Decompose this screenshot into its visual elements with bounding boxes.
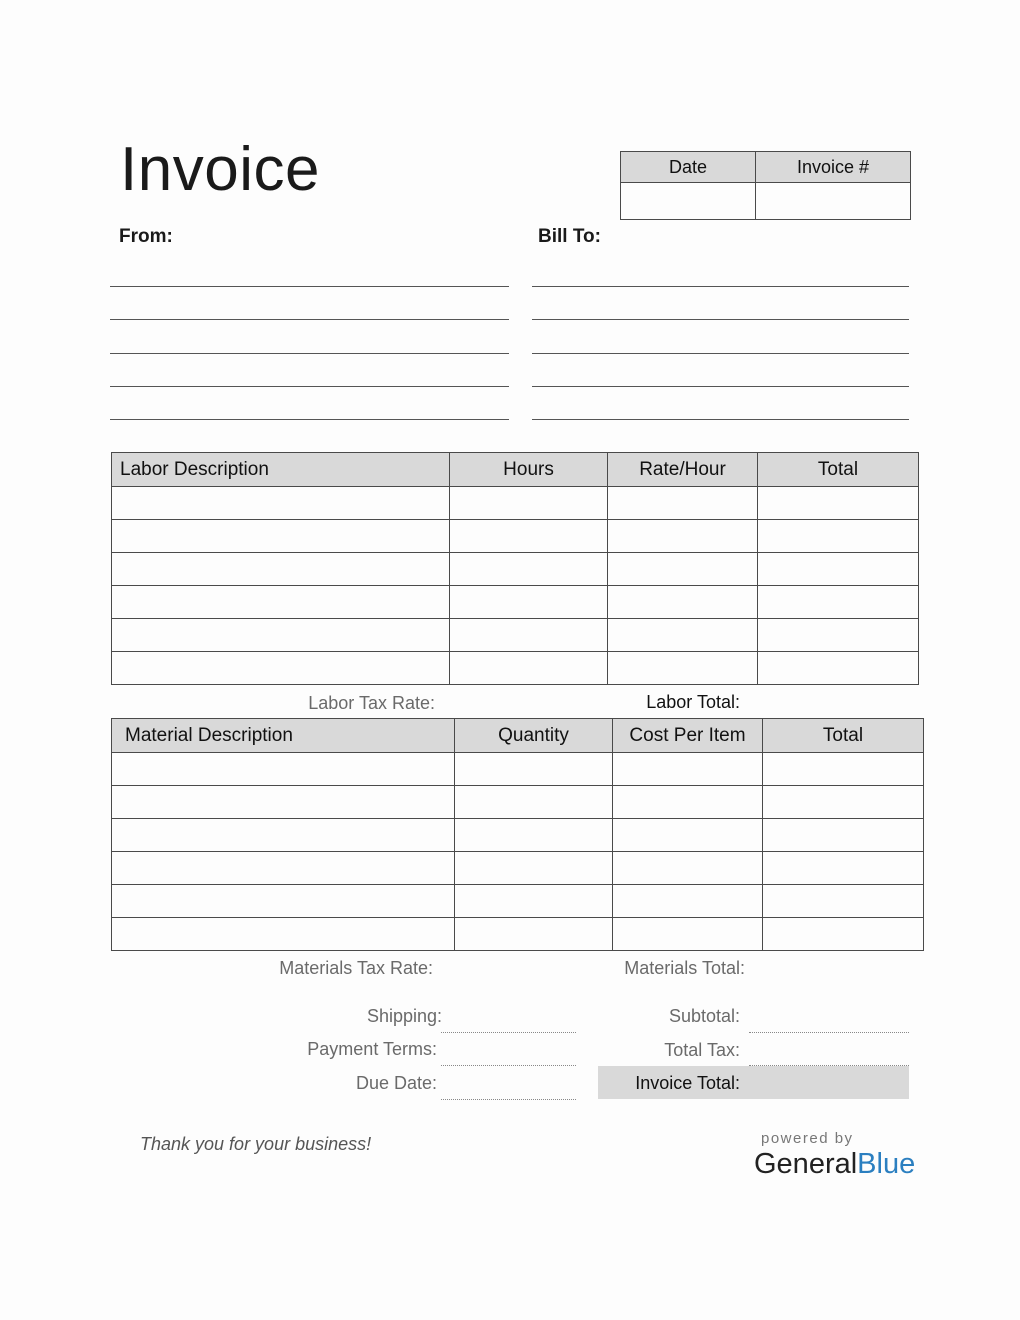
date-field[interactable] xyxy=(621,183,756,220)
due-date-label: Due Date: xyxy=(355,1073,437,1093)
invoice-title: Invoice xyxy=(120,135,320,204)
materials-tax-rate-label: Materials Tax Rate: xyxy=(279,958,433,978)
subtotal-label: Subtotal: xyxy=(668,1006,740,1026)
bill-to-line[interactable] xyxy=(532,286,909,287)
from-line[interactable] xyxy=(110,419,509,420)
labor-table-cell[interactable] xyxy=(112,619,450,652)
labor-table-cell[interactable] xyxy=(608,619,758,652)
material-description-header: Material Description xyxy=(112,719,455,753)
due-date-field[interactable] xyxy=(441,1099,576,1100)
brand-general: General xyxy=(754,1148,858,1180)
invoice-number-field[interactable] xyxy=(756,183,911,220)
material-table-cell[interactable] xyxy=(763,819,924,852)
labor-table-cell[interactable] xyxy=(608,652,758,685)
labor-table-cell[interactable] xyxy=(112,652,450,685)
payment-terms-field[interactable] xyxy=(441,1065,576,1066)
labor-table-row xyxy=(112,487,919,520)
invoice-meta-table xyxy=(620,151,911,220)
material-table-cell[interactable] xyxy=(112,852,455,885)
labor-table-cell[interactable] xyxy=(112,487,450,520)
material-table-row xyxy=(112,918,924,951)
material-table-cell[interactable] xyxy=(763,786,924,819)
material-table-row xyxy=(112,753,924,786)
labor-table-cell[interactable] xyxy=(608,586,758,619)
from-line[interactable] xyxy=(110,386,509,387)
bill-to-line[interactable] xyxy=(532,419,909,420)
invoice-number-header: Invoice # xyxy=(756,152,911,183)
material-table-cell[interactable] xyxy=(763,852,924,885)
powered-by-text: powered by xyxy=(761,1130,854,1147)
from-line[interactable] xyxy=(110,353,509,354)
bill-to-line[interactable] xyxy=(532,319,909,320)
invoice-total-label: Invoice Total: xyxy=(635,1073,740,1093)
labor-table-cell[interactable] xyxy=(112,586,450,619)
material-table-cell[interactable] xyxy=(455,918,613,951)
labor-table-cell[interactable] xyxy=(112,553,450,586)
labor-table-row xyxy=(112,619,919,652)
material-total-header: Total xyxy=(763,719,924,753)
labor-table-cell[interactable] xyxy=(758,520,919,553)
labor-table-cell[interactable] xyxy=(450,553,608,586)
materials-total-label: Materials Total: xyxy=(624,958,745,978)
labor-table-cell[interactable] xyxy=(758,487,919,520)
rate-per-hour-header: Rate/Hour xyxy=(608,453,758,487)
material-table-cell[interactable] xyxy=(763,885,924,918)
labor-table-row xyxy=(112,520,919,553)
material-table-cell[interactable] xyxy=(112,885,455,918)
material-table-cell[interactable] xyxy=(455,753,613,786)
labor-table-cell[interactable] xyxy=(758,586,919,619)
date-header: Date xyxy=(621,152,756,183)
labor-table-row xyxy=(112,586,919,619)
bill-to-label: Bill To: xyxy=(538,226,601,247)
labor-description-header: Labor Description xyxy=(112,453,450,487)
material-table-cell[interactable] xyxy=(613,753,763,786)
labor-table-cell[interactable] xyxy=(450,652,608,685)
brand-blue: Blue xyxy=(857,1148,916,1180)
labor-table-cell[interactable] xyxy=(112,520,450,553)
from-line[interactable] xyxy=(110,319,509,320)
material-table-cell[interactable] xyxy=(455,786,613,819)
material-table-cell[interactable] xyxy=(613,885,763,918)
labor-total-label: Labor Total: xyxy=(646,692,740,712)
material-table-cell[interactable] xyxy=(763,753,924,786)
cost-per-item-header: Cost Per Item xyxy=(613,719,763,753)
material-table-cell[interactable] xyxy=(613,819,763,852)
bill-to-line[interactable] xyxy=(532,353,909,354)
labor-tax-rate-label: Labor Tax Rate: xyxy=(308,693,435,713)
labor-table-row xyxy=(112,553,919,586)
from-label: From: xyxy=(119,226,173,247)
material-table-cell[interactable] xyxy=(763,918,924,951)
subtotal-field[interactable] xyxy=(749,1032,909,1033)
material-table-cell[interactable] xyxy=(455,819,613,852)
labor-table-cell[interactable] xyxy=(758,553,919,586)
material-table-cell[interactable] xyxy=(112,918,455,951)
shipping-field[interactable] xyxy=(441,1032,576,1033)
labor-table-cell[interactable] xyxy=(450,520,608,553)
material-table-row xyxy=(112,786,924,819)
material-table-cell[interactable] xyxy=(613,786,763,819)
labor-table-cell[interactable] xyxy=(450,619,608,652)
labor-table-cell[interactable] xyxy=(608,487,758,520)
material-table-cell[interactable] xyxy=(455,852,613,885)
material-table xyxy=(111,718,924,951)
labor-table-cell[interactable] xyxy=(608,520,758,553)
labor-table-cell[interactable] xyxy=(450,487,608,520)
labor-table-cell[interactable] xyxy=(758,652,919,685)
quantity-header: Quantity xyxy=(455,719,613,753)
labor-table-row xyxy=(112,652,919,685)
bill-to-line[interactable] xyxy=(532,386,909,387)
labor-table xyxy=(111,452,919,685)
total-tax-label: Total Tax: xyxy=(664,1040,740,1060)
material-table-cell[interactable] xyxy=(613,852,763,885)
labor-total-header: Total xyxy=(758,453,919,487)
material-table-row xyxy=(112,885,924,918)
material-table-cell[interactable] xyxy=(455,885,613,918)
generalblue-logo xyxy=(754,1148,915,1181)
from-line[interactable] xyxy=(110,286,509,287)
labor-table-cell[interactable] xyxy=(608,553,758,586)
material-table-row xyxy=(112,852,924,885)
payment-terms-label: Payment Terms: xyxy=(307,1039,437,1059)
material-table-cell[interactable] xyxy=(613,918,763,951)
labor-table-cell[interactable] xyxy=(758,619,919,652)
labor-table-cell[interactable] xyxy=(450,586,608,619)
material-table-cell[interactable] xyxy=(112,786,455,819)
material-table-cell[interactable] xyxy=(112,753,455,786)
material-table-cell[interactable] xyxy=(112,819,455,852)
thank-you-note: Thank you for your business! xyxy=(140,1134,372,1154)
shipping-label: Shipping: xyxy=(366,1006,442,1026)
hours-header: Hours xyxy=(450,453,608,487)
material-table-row xyxy=(112,819,924,852)
